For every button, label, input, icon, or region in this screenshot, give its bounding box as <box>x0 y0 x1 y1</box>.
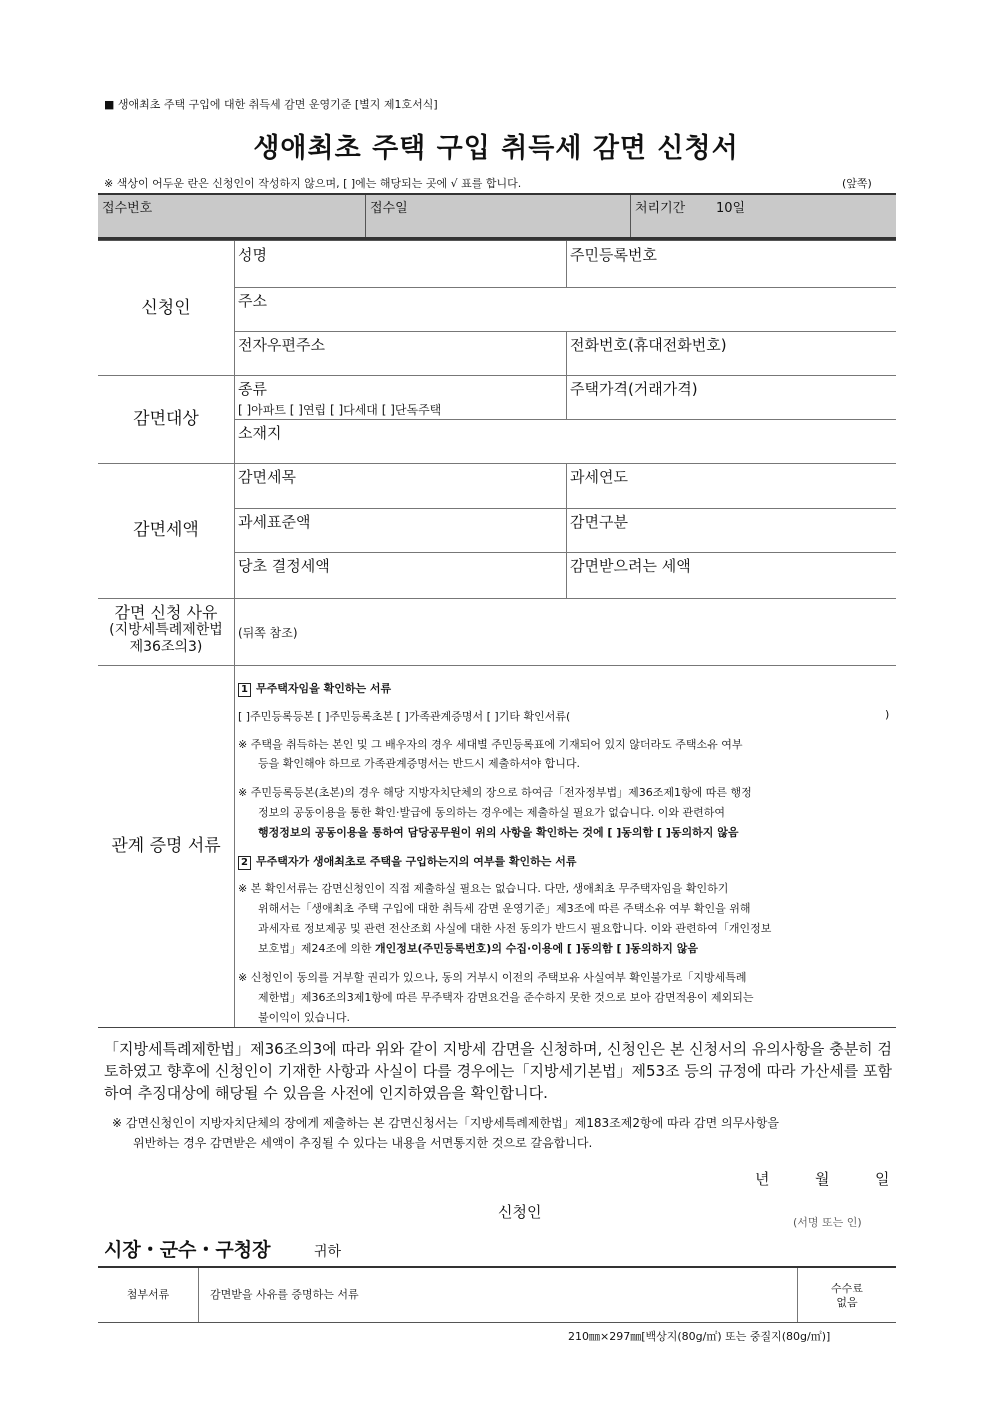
notice-text <box>112 1113 892 1153</box>
docs-note-1-line2: 등을 확인해야 하므로 가족관계증명서는 반드시 제출하셔야 합니다. <box>258 757 581 770</box>
name-field-label: 성명 <box>238 246 267 264</box>
instruction-note: ※ 색상이 어두운 란은 신청인이 작성하지 않으며, [ ]에는 해당되는 곳에 √ 표를 합니다. <box>104 177 522 190</box>
reduction-type-label: 감면구분 <box>570 513 628 531</box>
docs-consent-2[interactable]: 개인정보(주민등록번호)의 수집·이용에 [ ]동의함 [ ]동의하지 않음 <box>375 942 698 955</box>
email-field-label: 전자우편주소 <box>238 336 325 354</box>
date-year-label: 년 <box>755 1170 770 1188</box>
receipt-date-label: 접수일 <box>370 201 408 216</box>
recipient-suffix: 귀하 <box>314 1244 342 1260</box>
number-box-2: 2 <box>238 856 251 870</box>
docs-checklist-1[interactable]: [ ]주민등록등본 [ ]주민등록초본 [ ]가족관계증명서 [ ]기타 확인서류( <box>238 710 571 723</box>
docs-consent-1[interactable]: 행정정보의 공동이용을 통하여 담당공무원이 위의 사항을 확인하는 것에 [ ]동의함 [ ]동의하지 않음 <box>258 826 739 839</box>
attachment-row <box>98 1266 896 1323</box>
docs-note-3-line1: ※ 본 확인서류는 감면신청인이 직접 제출하실 필요는 없습니다. 다만, 생애최초 무주택자임을 확인하기 <box>238 882 729 895</box>
paper-spec: 210㎜×297㎜[백상지(80g/㎡) 또는 중질지(80g/㎡)] <box>568 1330 831 1343</box>
docs-note-4-line1: ※ 신청인이 동의를 거부할 권리가 있으나, 동의 거부시 이전의 주택보유 사실여부 확인불가로「지방세특례 <box>238 971 747 984</box>
attachment-value: 감면받을 사유를 증명하는 서류 <box>210 1288 359 1301</box>
target-section-label: 감면대상 <box>133 409 199 429</box>
docs-note-4-line3: 불이익이 있습니다. <box>258 1011 351 1024</box>
processing-period-label: 처리기간 <box>635 201 686 216</box>
housing-price-label: 주택가격(거래가격) <box>570 380 698 398</box>
tax-year-label: 과세연도 <box>570 468 628 486</box>
housing-type-options[interactable]: [ ]아파트 [ ]연립 [ ]다세대 [ ]단독주택 <box>238 403 442 417</box>
reason-label-line1: 감면 신청 사유 <box>114 603 218 622</box>
reason-label-line2: (지방세특례제한법 <box>109 622 223 638</box>
date-month-label: 월 <box>815 1170 830 1188</box>
notice-line2: 위반하는 경우 감면받은 세액이 추징될 수 있다는 내용을 서면통지한 것으로 갈음합니다. <box>133 1136 593 1150</box>
page-title: 생애최초 주택 구입 취득세 감면 신청서 <box>253 133 739 164</box>
reason-value: (뒤쪽 참조) <box>238 626 298 640</box>
reason-label-line3: 제36조의3) <box>129 639 203 655</box>
fee-box <box>798 1282 896 1310</box>
initial-tax-label: 당초 결정세액 <box>238 557 330 575</box>
side-indicator: (앞쪽) <box>842 177 872 190</box>
docs-heading-2 <box>238 853 577 870</box>
docs-note-3-line4-plain: 보호법」제24조에 의한 <box>258 942 375 955</box>
signature-hint: (서명 또는 인) <box>793 1216 862 1229</box>
receipt-band <box>98 193 896 240</box>
location-field-label: 소재지 <box>238 424 282 442</box>
docs-note-3-line2: 위해서는「생애최초 주택 구입에 대한 취득세 감면 운영기준」제3조에 따른 주택소유 여부 확인을 위해 <box>258 902 751 915</box>
fee-label: 수수료 <box>831 1282 863 1295</box>
docs-note-1-line1: ※ 주택을 취득하는 본인 및 그 배우자의 경우 세대별 주민등록표에 기재되어 있지 않더라도 주택소유 여부 <box>238 738 743 751</box>
docs-heading-1 <box>238 680 391 697</box>
applicant-section-label: 신청인 <box>141 298 191 318</box>
docs-heading-2-text: 무주택자가 생애최초로 주택을 구입하는지의 여부를 확인하는 서류 <box>256 855 577 868</box>
tax-item-label: 감면세목 <box>238 468 296 486</box>
declaration-text: 「지방세특례제한법」제36조의3에 따라 위와 같이 지방세 감면을 신청하며, 신청인은 본 신청서의 유의사항을 충분히 검토하였고 향후에 신청인이 기재한 사항과 사실이 다를 경우에는「지방세기본법」제53조 등의 규정에 따라 가산세를 포함하여 추징대상에 해당될 수 있음을 사전에 인지하였음을 확인합니다. <box>104 1040 892 1102</box>
docs-note-3-line3: 과세자료 정보제공 및 관련 전산조회 사실에 대한 사전 동의가 반드시 필요합니다. 이와 관련하여「개인정보 <box>258 922 772 935</box>
processing-period-value: 10일 <box>716 201 746 216</box>
date-day-label: 일 <box>875 1170 890 1188</box>
fee-value: 없음 <box>836 1296 858 1309</box>
reason-section-label <box>98 603 234 656</box>
phone-field-label: 전화번호(휴대전화번호) <box>570 336 727 354</box>
receipt-number-label: 접수번호 <box>102 201 153 216</box>
applicant-signature-label: 신청인 <box>498 1203 542 1221</box>
documents-section-label: 관계 증명 서류 <box>111 836 221 856</box>
docs-note-4-line2: 제한법」제36조의3제1항에 따른 무주택자 감면요건을 준수하지 못한 것으로 보아 감면적용이 제외되는 <box>258 991 754 1004</box>
recipient-title: 시장・군수・구청장 <box>104 1239 271 1261</box>
address-field-label: 주소 <box>238 292 267 310</box>
docs-heading-1-text: 무주택자임을 확인하는 서류 <box>256 682 392 695</box>
attachment-label: 첨부서류 <box>126 1288 170 1301</box>
rrn-field-label: 주민등록번호 <box>570 246 657 264</box>
docs-note-3-line4 <box>258 940 698 956</box>
amount-section-label: 감면세액 <box>133 520 199 540</box>
number-box-1: 1 <box>238 683 251 697</box>
docs-note-2-line1: ※ 주민등록등본(초본)의 경우 해당 지방자치단체의 장으로 하여금「전자정부법」제36조제1항에 따른 행정 <box>238 786 752 799</box>
form-reference-note: ■ 생애최초 주택 구입에 대한 취득세 감면 운영기준 [별지 제1호서식] <box>104 98 438 111</box>
housing-type-label: 종류 <box>238 380 267 398</box>
docs-checklist-1-end: ) <box>885 708 890 721</box>
requested-tax-label: 감면받으려는 세액 <box>570 557 691 575</box>
tax-base-label: 과세표준액 <box>238 513 311 531</box>
notice-line1: ※ 감면신청인이 지방자치단체의 장에게 제출하는 본 감면신청서는「지방세특례제한법」제183조제2항에 따라 감면 의무사항을 <box>112 1116 779 1130</box>
docs-note-2-line2: 정보의 공동이용을 통한 확인·발급에 동의하는 경우에는 제출하실 필요가 없습니다. 이와 관련하여 <box>258 806 725 819</box>
